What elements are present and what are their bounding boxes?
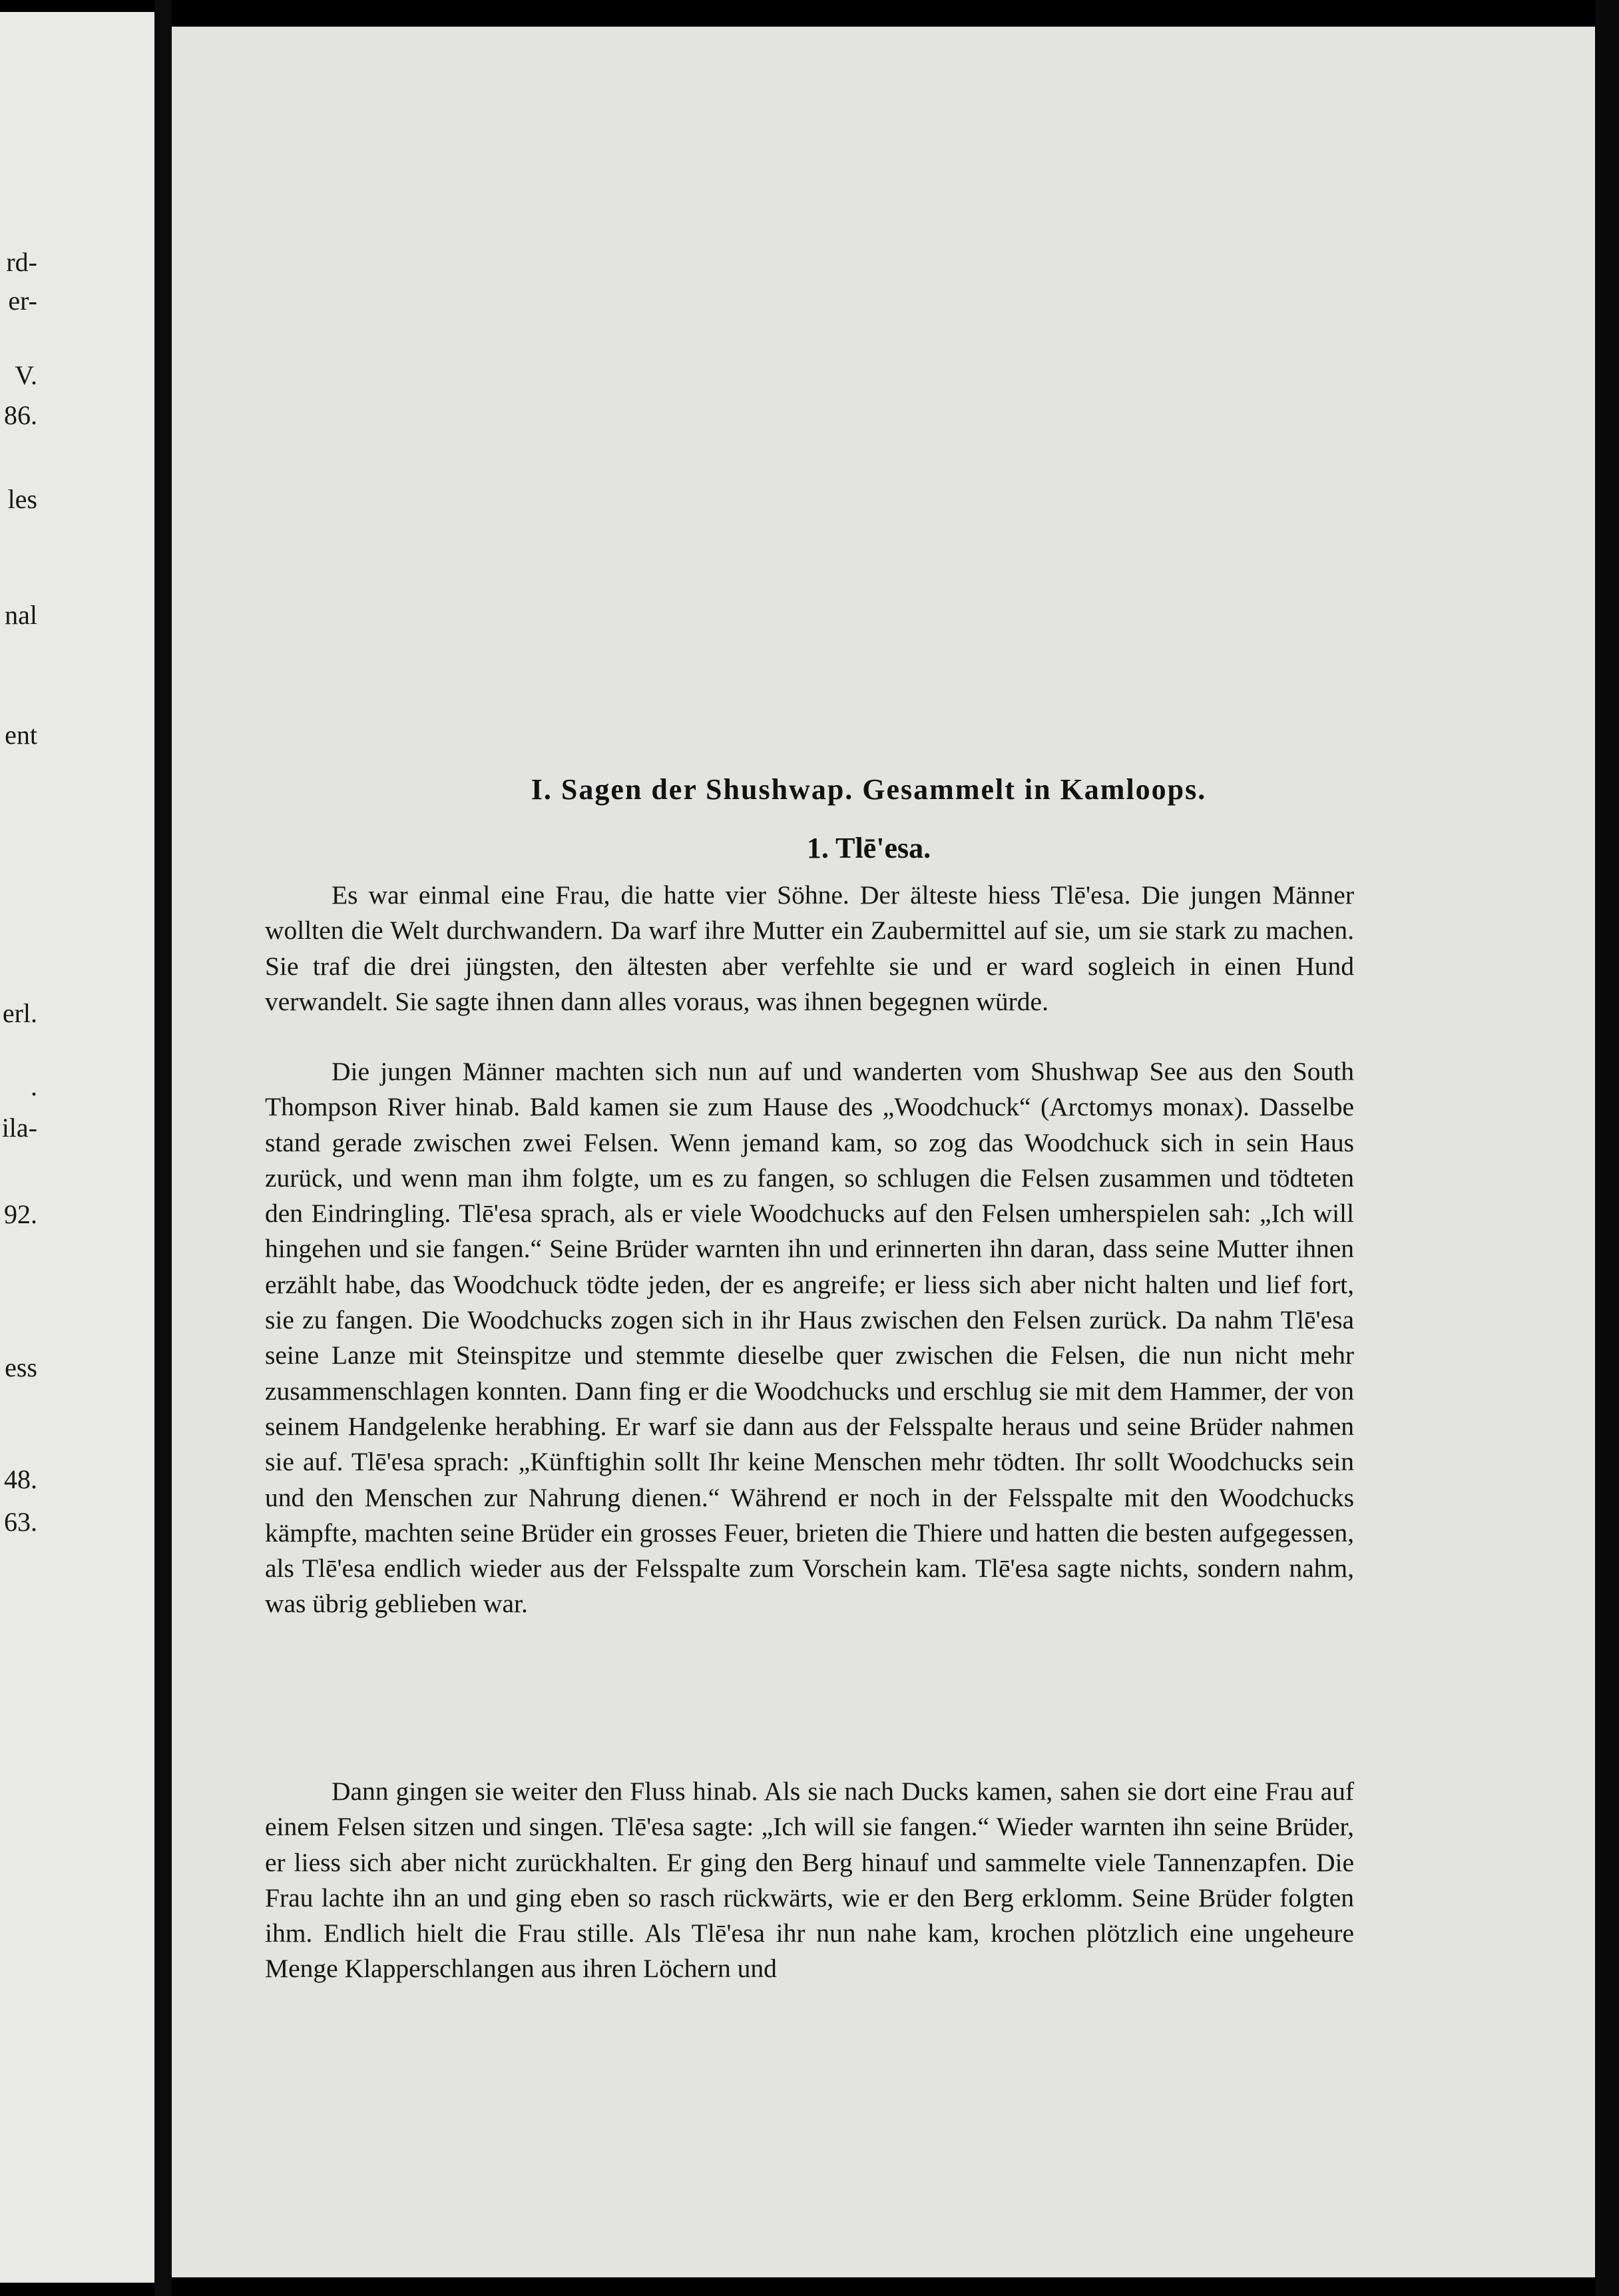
- margin-fragment: .: [31, 1071, 37, 1101]
- paragraph-1: Es war einmal eine Frau, die hatte vier Söhne. Der älteste hiess Tlē'esa. Die jungen Männer wollten die Welt durchwandern. Da warf ihre Mutter ein Zaubermittel auf sie, um sie stark zu machen. Sie traf die drei jüngsten, den ältesten aber verfehlte sie und er ward sogleich in einen Hund verwandelt. Sie sagte ihnen dann alles voraus, was ihnen begegnen würde.: [265, 880, 1354, 1016]
- margin-fragment: les: [7, 484, 37, 514]
- paragraph-3: Dann gingen sie weiter den Fluss hinab. Als sie nach Ducks kamen, sahen sie dort eine Frau auf einem Felsen sitzen und singen. Tlē'esa sagte: „Ich will sie fangen.“ Wieder warnten ihn seine Brüder, er liess sich aber nicht zurückhalten. Er ging den Berg hinauf und sammelte viele Tannenzapfen. Die Frau lachte ihn an und ging eben so rasch rückwärts, wie er den Berg erklomm. Seine Brüder folgten ihm. Endlich hielt die Frau stille. Als Tlē'esa ihr nun nahe kam, krochen plötzlich eine ungeheure Menge Klapperschlangen aus ihren Löchern und: [265, 1777, 1354, 1984]
- section-heading: I. Sagen der Shushwap. Gesammelt in Kamloops.: [531, 773, 1207, 806]
- margin-fragment: rd-: [6, 247, 37, 277]
- margin-fragment: ent: [5, 720, 37, 750]
- margin-fragment: er-: [8, 286, 37, 316]
- margin-fragment: ess: [5, 1352, 37, 1382]
- paragraph-2: Die jungen Männer machten sich nun auf und wanderten vom Shushwap See aus den South Thompson River hinab. Bald kamen sie zum Hause des „Woodchuck“ (Arctomys monax). Dasselbe stand gerade zwischen zwei Felsen. Wenn jemand kam, so zog das Woodchuck sich in sein Haus zurück, und wenn man ihm folgte, um es zu fangen, so schlugen die Felsen zusammen und tödteten den Eindringling. Tlē'esa sprach, als er viele Woodchucks auf den Felsen umherspielen sah: „Ich will hingehen und sie fangen.“ Seine Brüder warnten ihn und erinnerten ihn daran, dass seine Mutter ihnen erzählt habe, das Woodchuck tödte jeden, der es angreife; er liess sich aber nicht halten und lief fort, sie zu fangen. Die Woodchucks zogen sich in ihr Haus zwischen den Felsen zurück. Da nahm Tlē'esa seine Lanze mit Steinspitze und stemmte dieselbe quer zwischen die Felsen, die nun nicht mehr zusammenschlagen konnten. Dann fing er die Woodchucks und erschlug sie mit dem Hammer, der von seinem Handgelenke herabhing. Er warf sie dann aus der Felsspalte heraus und seine Brüder nahmen sie auf. Tlē'esa sprach: „Künftighin sollt Ihr keine Menschen mehr tödten. Ihr sollt Woodchucks sein und den Menschen zur Nahrung dienen.“ Während er noch in der Felsspalte mit den Woodchucks kämpfte, machten seine Brüder ein grosses Feuer, brieten die Thiere und hatten die besten aufgegessen, als Tlē'esa endlich wieder aus der Felsspalte zum Vorschein kam. Tlē'esa sagte nichts, sondern nahm, was übrig geblieben war.: [265, 1057, 1354, 1619]
- margin-fragment: V.: [15, 360, 37, 390]
- margin-fragment: 92.: [4, 1199, 37, 1229]
- book-gutter: [154, 0, 172, 2296]
- story-title: 1. Tlē'esa.: [806, 832, 931, 864]
- margin-fragment: 63.: [4, 1507, 37, 1537]
- margin-fragment: erl.: [2, 998, 37, 1028]
- margin-fragment: 48.: [4, 1464, 37, 1494]
- margin-fragment: nal: [5, 600, 37, 630]
- page-right-edge: [1595, 0, 1619, 2296]
- margin-fragment: ila-: [1, 1113, 37, 1143]
- left-facing-page: [0, 12, 154, 2283]
- margin-fragment: 86.: [4, 400, 37, 430]
